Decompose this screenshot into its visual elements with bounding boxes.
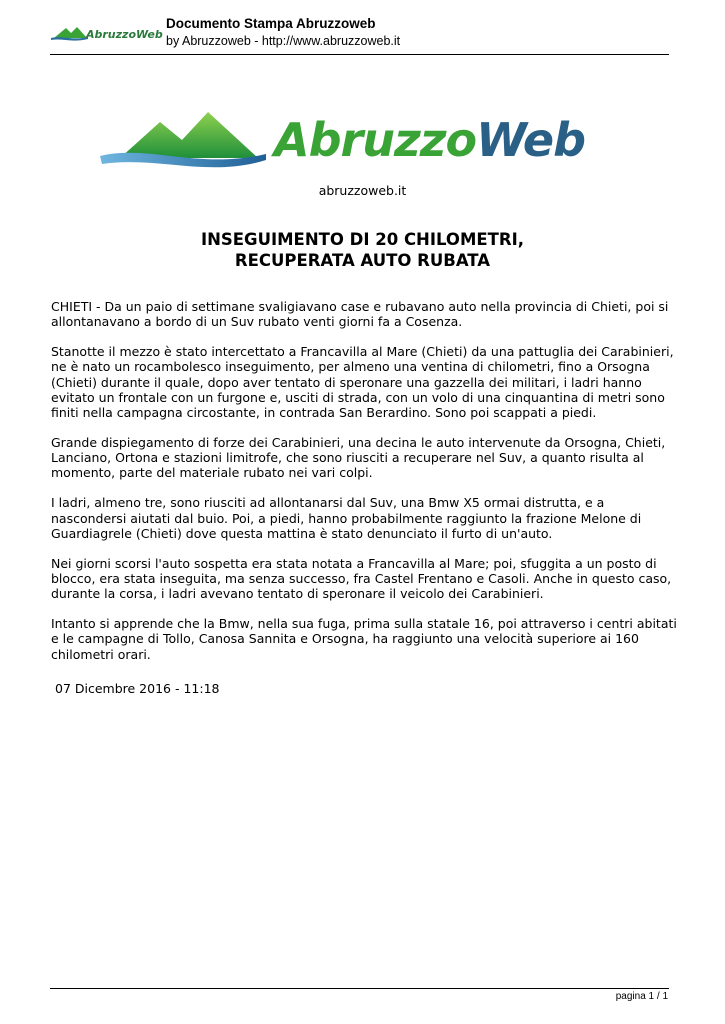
- article-paragraph: CHIETI - Da un paio di settimane svaligiavano case e rubavano auto nella provincia di Chieti, poi si allontanavano a bordo di un Suv rubato venti giorni fa a Cosenza.: [51, 299, 669, 330]
- abruzzoweb-logo: [98, 100, 602, 176]
- footer-divider: [50, 988, 669, 989]
- svg-text:AbruzzoWeb: [271, 113, 585, 167]
- logo-text-green: Abruzzo: [274, 113, 477, 167]
- article-title-line: RECUPERATA AUTO RUBATA: [234, 251, 491, 270]
- header-logo-mountain: [54, 27, 87, 38]
- header-byline: by Abruzzoweb - http://www.abruzzoweb.it: [166, 34, 401, 48]
- site-name: abruzzoweb.it: [318, 183, 407, 198]
- article-title-line: INSEGUIMENTO DI 20 CHILOMETRI,: [200, 230, 525, 249]
- logo-mountain-icon: [120, 112, 258, 158]
- header-logo-text: AbruzzoWeb: [86, 28, 163, 41]
- logo-text-blue: Web: [476, 113, 586, 167]
- article-paragraph: Grande dispiegamento di forze dei Carabinieri, una decina le auto intervenute da Orsogna, Chieti, Lanciano, Ortona e stazioni limitrofe, che sono riusciti a recuperare nel Suv, a quanto risulta al momento, parte del materiale rubato nei vari colpi.: [51, 435, 666, 481]
- article-paragraph: Stanotte il mezzo è stato intercettato a Francavilla al Mare (Chieti) da una pattuglia dei Carabinieri, ne è nato un rocambolesco inseguimento, per almeno una ventina di chilometri, fino a Orsogna (Chieti) durante il quale, dopo aver tentato di speronare una gazzella dei militari, i ladri hanno evitato un frontale con un furgone e, usciti di strada, con un volo di una cinquantina di metri sono finiti nella campagna circostante, in contrada San Berardino. Sono poi scappati a piedi.: [51, 344, 674, 421]
- article-paragraph: I ladri, almeno tre, sono riusciti ad allontanarsi dal Suv, una Bmw X5 ormai distrutta, e a nascondersi aiutati dal buio. Poi, a piedi, hanno probabilmente raggiunto la frazione Melone di Guardiagrele (Chieti) dove questa mattina è stato denunciato il furto di un'auto.: [51, 495, 642, 541]
- article-paragraph: Intanto si apprende che la Bmw, nella sua fuga, prima sulla statale 16, poi attraverso i centri abitati e le campagne di Tollo, Canosa Sannita e Orsogna, ha raggiunto una velocità superiore ai 160 chilometri orari.: [51, 616, 677, 662]
- page-number: pagina 1 / 1: [615, 991, 668, 1002]
- header-title: Documento Stampa Abruzzoweb: [166, 16, 376, 31]
- article-date: 07 Dicembre 2016 - 11:18: [55, 681, 220, 696]
- article-body: [51, 299, 677, 677]
- article-title: [0, 229, 725, 271]
- header-logo: [50, 22, 163, 44]
- article-paragraph: Nei giorni scorsi l'auto sospetta era stata notata a Francavilla al Mare; poi, sfuggita a un posto di blocco, era stata inseguita, ma senza successo, fra Castel Frentano e Casoli. Anche in questo caso, durante la corsa, i ladri avevano tentato di speronare il veicolo dei Carabinieri.: [51, 555, 672, 602]
- header-divider: [50, 54, 669, 55]
